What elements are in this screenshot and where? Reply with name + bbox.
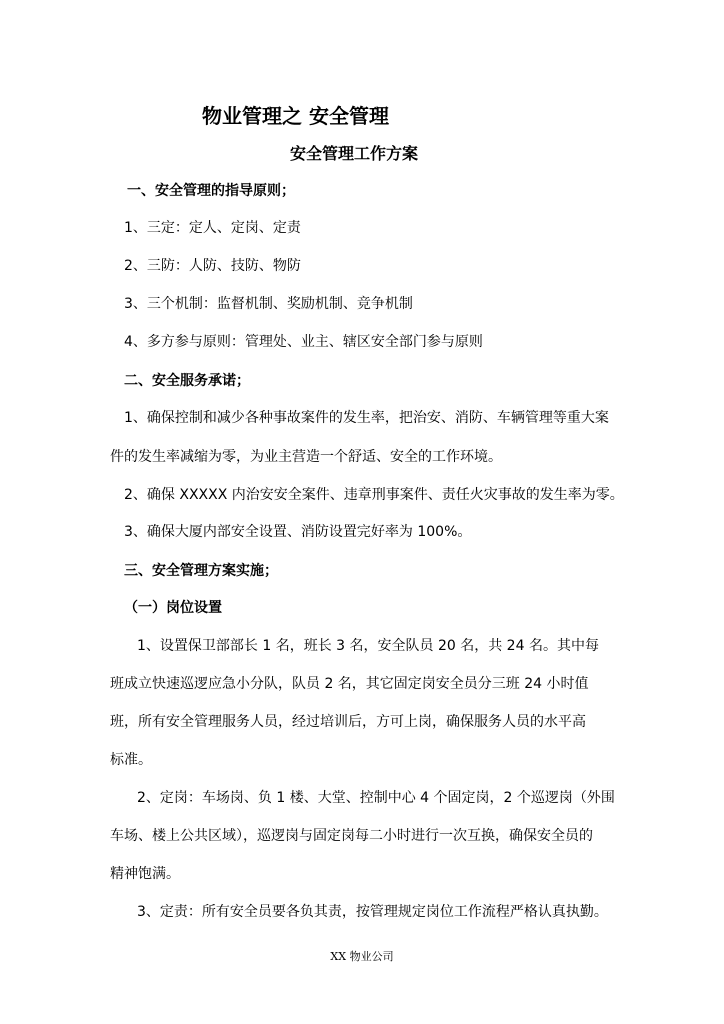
list-item: 2、三防：人防、技防、物防 [124,258,301,274]
paragraph-line: 标准。 [110,752,152,768]
paragraph-line: 3、定责：所有安全员要各负其责，按管理规定岗位工作流程严格认真执勤。 [137,904,608,920]
paragraph-line: 班成立快速巡逻应急小分队，队员 2 名，其它固定岗安全员分三班 24 小时值 [110,676,589,692]
paragraph-line: 班，所有安全管理服务人员，经过培训后，方可上岗，确保服务人员的水平高 [110,714,586,730]
subsection-heading: （一）岗位设置 [124,600,222,616]
paragraph-line: 2、定岗：车场岗、负 1 楼、大堂、控制中心 4 个固定岗，2 个巡逻岗（外围 [137,790,615,806]
list-item: 1、三定：定人、定岗、定责 [124,220,301,236]
page-title: 物业管理之 安全管理 [202,104,389,128]
paragraph-line: 精神饱满。 [110,866,180,882]
section-heading: 三、安全管理方案实施； [124,563,278,579]
paragraph-line: 2、确保 XXXXX 内治安安全案件、违章刑事案件、责任火灾事故的发生率为零。 [124,487,624,503]
paragraph-line: 3、确保大厦内部安全设置、消防设置完好率为 100%。 [124,524,472,540]
section-heading: 一、安全管理的指导原则； [127,183,295,199]
page-subtitle: 安全管理工作方案 [290,144,419,163]
list-item: 4、多方参与原则：管理处、业主、辖区安全部门参与原则 [124,334,483,350]
paragraph-line: 车场、楼上公共区域），巡逻岗与固定岗每二小时进行一次互换，确保安全员的 [110,828,593,844]
list-item: 3、三个机制：监督机制、奖励机制、竞争机制 [124,296,413,312]
section-heading: 二、安全服务承诺； [124,373,250,389]
page-footer: XX 物业公司 [330,950,394,963]
paragraph-line: 1、设置保卫部部长 1 名，班长 3 名，安全队员 20 名，共 24 名。其中每 [137,638,599,654]
paragraph-line: 件的发生率减缩为零，为业主营造一个舒适、安全的工作环境。 [110,449,502,465]
paragraph-line: 1、确保控制和减少各种事故案件的发生率，把治安、消防、车辆管理等重大案 [124,410,609,426]
